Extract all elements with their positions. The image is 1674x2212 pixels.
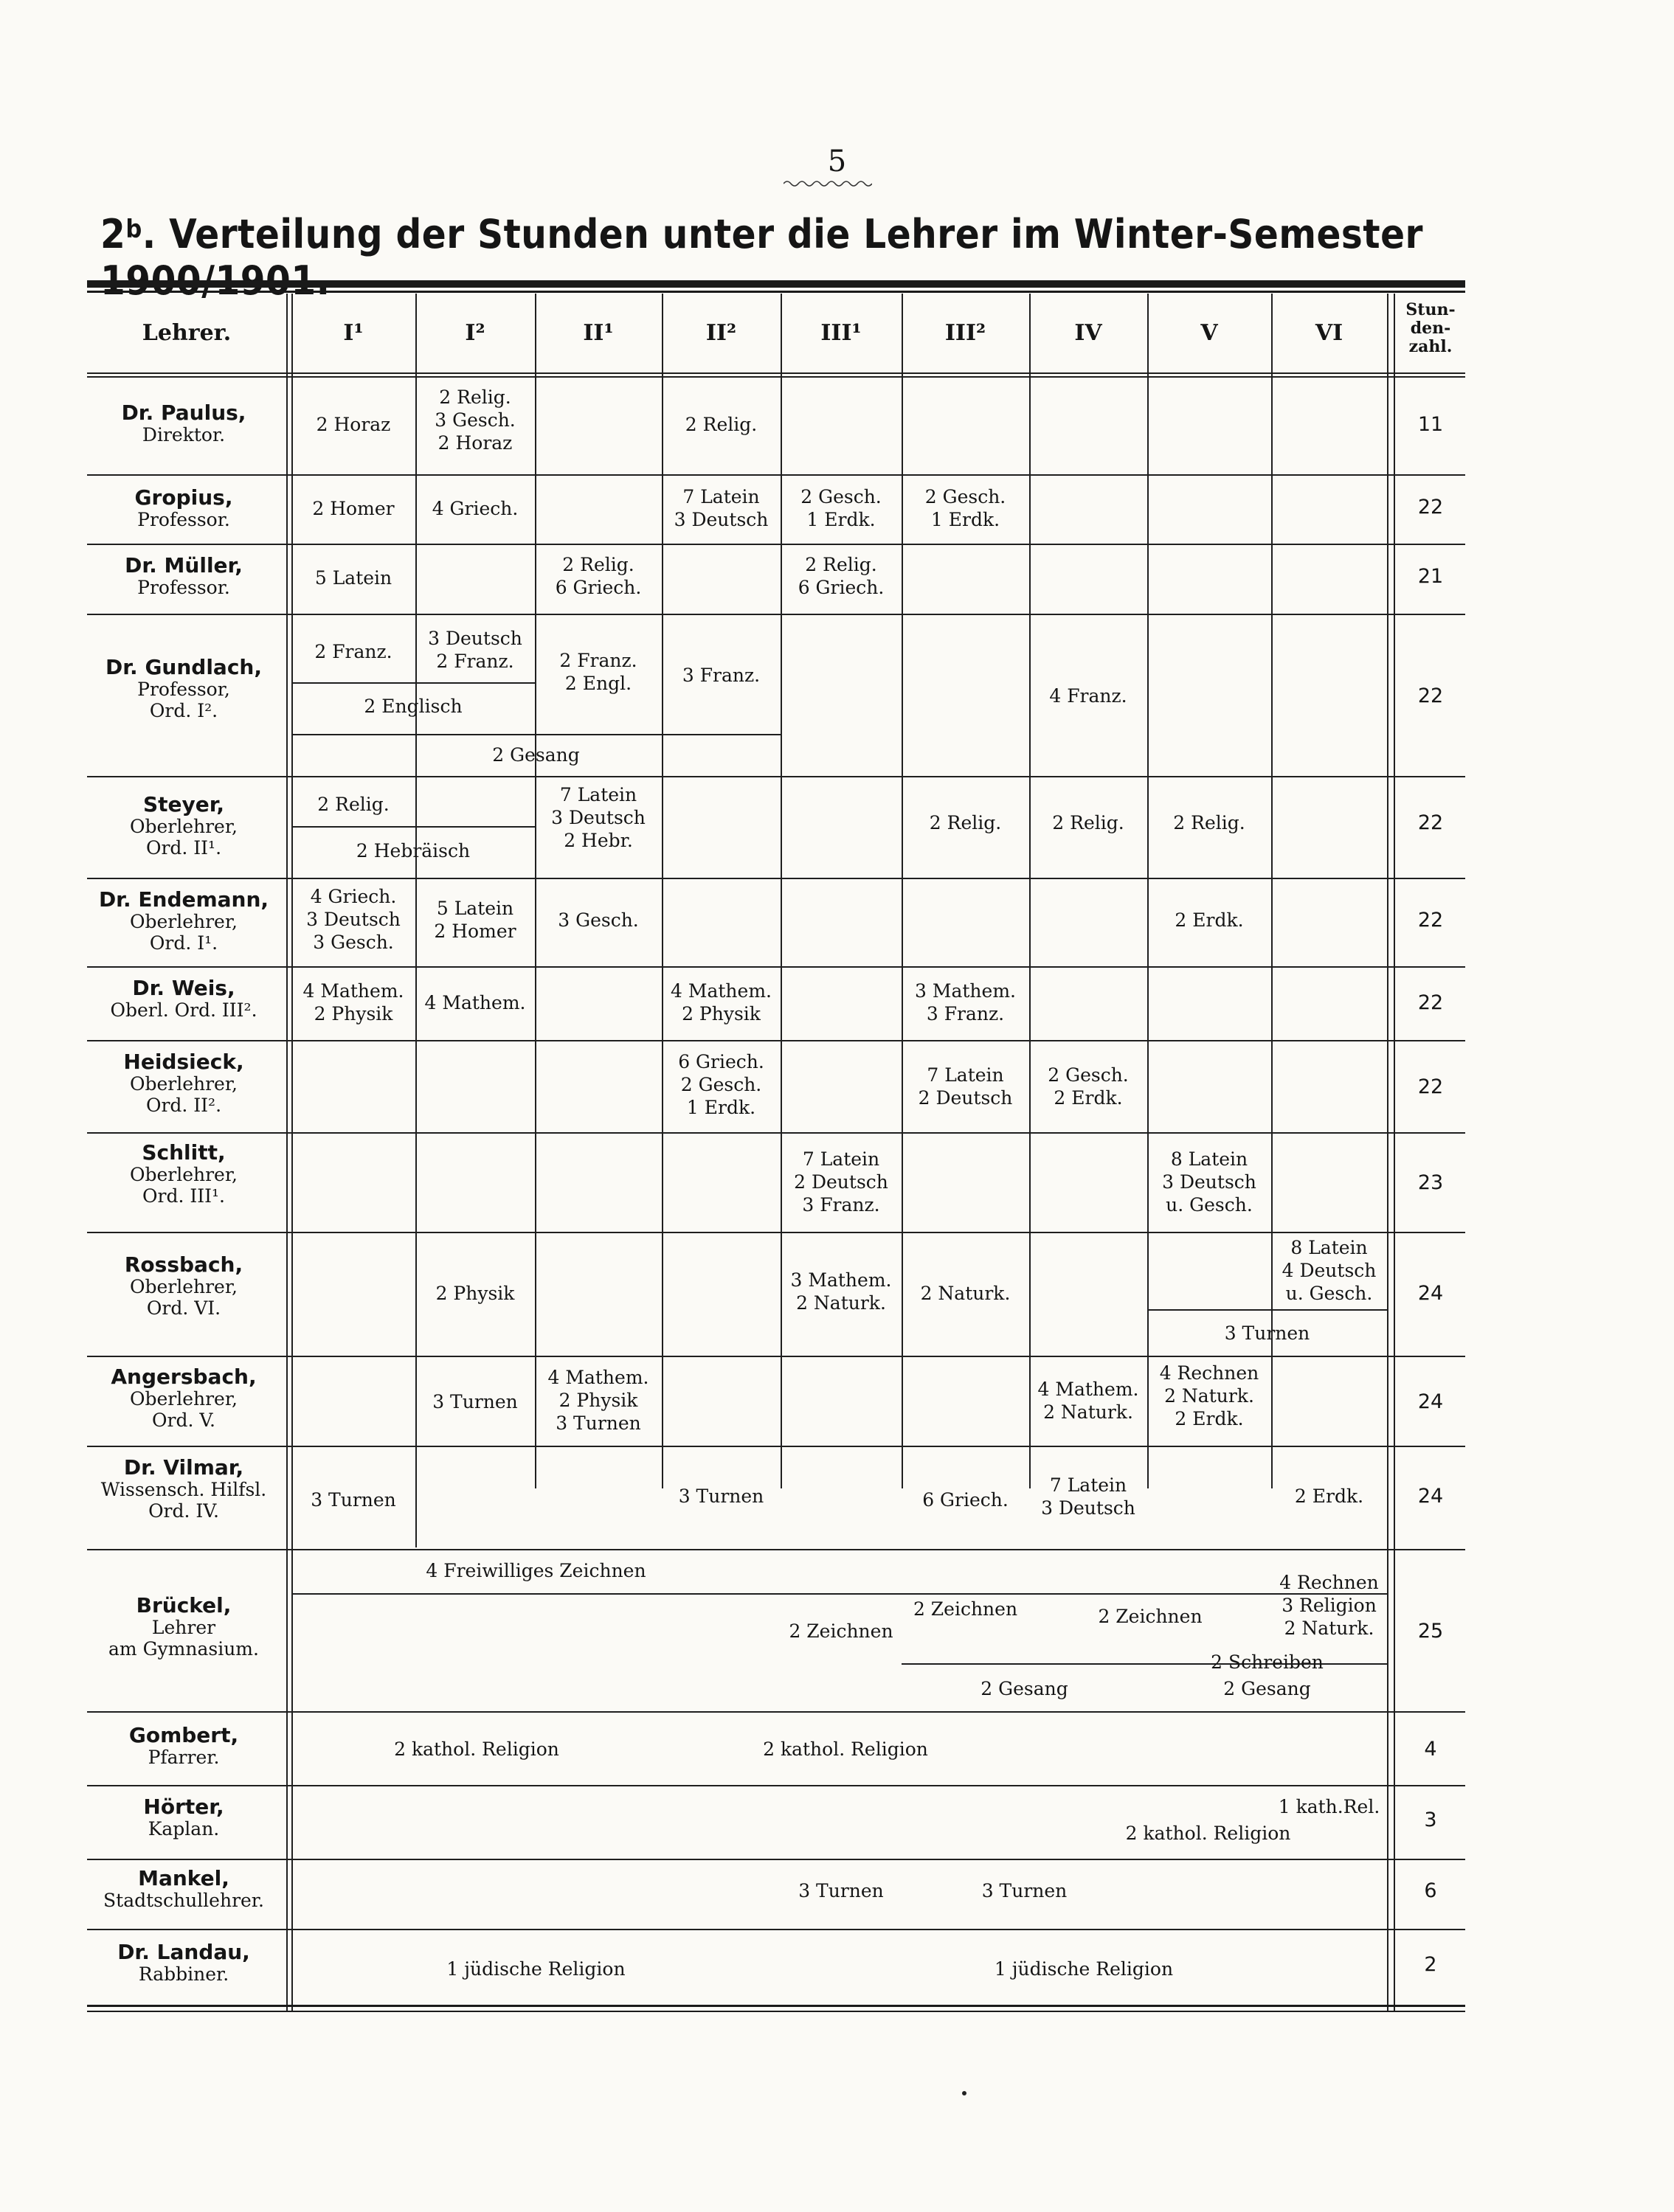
cell: 7 Latein 3 Deutsch	[1041, 1474, 1135, 1519]
teacher-name: Dr. Gundlach, Professor, Ord. I².	[106, 655, 262, 721]
cell: 3 Turnen	[678, 1485, 764, 1507]
cell: 2 Relig.	[685, 414, 758, 435]
hours-total: 6	[1424, 1879, 1437, 1902]
span-cell: 3 Turnen	[1224, 1322, 1310, 1344]
cell: 5 Latein 2 Homer	[434, 898, 516, 942]
hours-total: 24	[1417, 1485, 1444, 1508]
hours-total: 3	[1424, 1809, 1437, 1831]
cell: 2 Relig.	[1052, 812, 1124, 833]
cell: 2 Gesch. 1 Erdk.	[800, 486, 882, 530]
span-cell: 2 kathol. Religion	[1125, 1823, 1291, 1844]
header-class-II1: II¹	[583, 320, 614, 346]
teacher-name: Hörter, Kaplan.	[143, 1795, 224, 1840]
header-class-I1: I¹	[343, 320, 364, 346]
hours-total: 22	[1417, 684, 1444, 707]
header-class-V: V	[1200, 320, 1218, 346]
header-class-VI: VI	[1315, 320, 1343, 346]
teacher-name: Gropius, Professor.	[134, 485, 233, 530]
header-class-III1: III¹	[820, 320, 862, 346]
hours-total: 22	[1417, 909, 1444, 932]
hours-total: 22	[1417, 496, 1444, 519]
cell: 3 Franz.	[682, 665, 761, 686]
span-cell: 2 kathol. Religion	[763, 1738, 928, 1760]
hours-total: 2	[1424, 1953, 1437, 1976]
ink-speck	[962, 2091, 966, 2095]
hours-total: 24	[1417, 1282, 1444, 1305]
cell: 4 Mathem.	[424, 992, 526, 1013]
cell: 4 Mathem. 2 Naturk.	[1037, 1379, 1139, 1423]
cell: 2 Zeichnen	[789, 1620, 893, 1642]
teacher-name: Dr. Endemann, Oberlehrer, Ord. I¹.	[98, 887, 269, 954]
cell: 7 Latein 3 Deutsch	[674, 486, 769, 530]
hours-total: 23	[1417, 1171, 1444, 1194]
span-cell: 2 Englisch	[364, 696, 463, 717]
teacher-name: Dr. Vilmar, Wissensch. Hilfsl. Ord. IV.	[100, 1455, 267, 1522]
teacher-name: Mankel, Stadtschullehrer.	[103, 1866, 264, 1911]
header-class-III2: III²	[944, 320, 986, 346]
hours-total: 4	[1424, 1738, 1437, 1761]
span-cell: 2 Zeichnen	[1098, 1606, 1203, 1627]
teacher-name: Dr. Müller, Professor.	[125, 553, 243, 598]
cell: 4 Rechnen 3 Religion 2 Naturk.	[1279, 1572, 1379, 1639]
cell: 2 Zeichnen	[913, 1598, 1018, 1620]
cell: 8 Latein 4 Deutsch u. Gesch.	[1282, 1237, 1377, 1304]
cell: 1 kath.Rel.	[1278, 1796, 1380, 1817]
cell: 7 Latein 3 Deutsch 2 Hebr.	[551, 784, 646, 851]
cell: 4 Franz.	[1049, 685, 1127, 707]
cell: 2 Horaz	[316, 414, 391, 435]
span-cell: 1 jüdische Religion	[446, 1958, 626, 1980]
cell: 4 Griech.	[432, 498, 519, 519]
teacher-name: Heidsieck, Oberlehrer, Ord. II².	[123, 1050, 244, 1116]
hours-total: 22	[1417, 811, 1444, 834]
teacher-name: Dr. Landau, Rabbiner.	[117, 1940, 250, 1985]
cell: 3 Mathem. 2 Naturk.	[790, 1269, 892, 1314]
cell: 4 Rechnen 2 Naturk. 2 Erdk.	[1159, 1362, 1259, 1429]
cell: 2 Relig. 3 Gesch. 2 Horaz	[435, 386, 516, 454]
table-bottom-rule	[87, 2005, 1465, 2007]
cell: 6 Griech.	[922, 1489, 1009, 1511]
cell: 2 Naturk.	[920, 1283, 1011, 1304]
cell: 8 Latein 3 Deutsch u. Gesch.	[1162, 1148, 1256, 1216]
teacher-name: Rossbach, Oberlehrer, Ord. VI.	[124, 1252, 243, 1319]
cell: 4 Mathem. 2 Physik	[671, 980, 772, 1024]
span-cell: 3 Turnen	[981, 1880, 1068, 1901]
cell: 4 Mathem. 2 Physik 3 Turnen	[547, 1367, 649, 1434]
teacher-name: Steyer, Oberlehrer, Ord. II¹.	[129, 792, 238, 859]
table-bottom-rule-thin	[87, 2011, 1465, 2012]
span-cell: 4 Freiwilliges Zeichnen	[426, 1560, 646, 1581]
span-cell: 1 jüdische Religion	[994, 1958, 1174, 1980]
span-cell: 2 Gesang	[492, 744, 580, 766]
cell: 2 Relig.	[929, 812, 1002, 833]
header-hours: Stun- den- zahl.	[1405, 300, 1456, 356]
cell: 2 Erdk.	[1294, 1485, 1364, 1507]
cell: 2 Franz.	[314, 641, 392, 662]
cell: 4 Griech. 3 Deutsch 3 Gesch.	[306, 886, 401, 953]
cell: 2 Gesch. 1 Erdk.	[924, 486, 1006, 530]
teacher-name: Angersbach, Oberlehrer, Ord. V.	[111, 1365, 257, 1431]
cell: 4 Mathem. 2 Physik	[302, 980, 404, 1024]
span-cell: 3 Turnen	[798, 1880, 884, 1901]
cell: 5 Latein	[314, 567, 392, 589]
span-cell: 2 Gesang	[1223, 1678, 1311, 1699]
cell: 2 Erdk.	[1175, 909, 1244, 931]
cell: 2 Gesch. 2 Erdk.	[1048, 1064, 1129, 1109]
page-number: 5	[827, 145, 847, 178]
hours-total: 24	[1417, 1390, 1444, 1413]
cell: 3 Mathem. 3 Franz.	[915, 980, 1016, 1024]
teacher-name: Dr. Weis, Oberl. Ord. III².	[110, 976, 257, 1021]
cell: 2 Relig.	[1173, 812, 1245, 833]
cell: 3 Turnen	[311, 1489, 396, 1511]
hours-total: 22	[1417, 1075, 1444, 1098]
cell: 7 Latein 2 Deutsch 3 Franz.	[794, 1148, 888, 1216]
teacher-name: Gombert, Pfarrer.	[128, 1723, 239, 1768]
cell: 3 Gesch.	[558, 909, 639, 931]
header-class-IV: IV	[1074, 320, 1102, 346]
header-class-II2: II²	[705, 320, 737, 346]
cell: 6 Griech. 2 Gesch. 1 Erdk.	[678, 1051, 764, 1118]
hours-total: 11	[1417, 413, 1444, 436]
teacher-name: Dr. Paulus, Direktor.	[121, 401, 246, 445]
page-title: 2$^b$. Verteilung der Stunden unter die Lehrer im Winter-Semester	[100, 211, 1423, 257]
teacher-name: Schlitt, Oberlehrer, Ord. III¹.	[129, 1140, 238, 1207]
span-cell: 2 kathol. Religion	[394, 1738, 559, 1760]
cell: 2 Homer	[312, 498, 395, 519]
cell: 2 Relig. 6 Griech.	[798, 554, 885, 598]
hours-total: 21	[1417, 565, 1444, 588]
cell: 2 Relig. 6 Griech.	[555, 554, 642, 598]
cell: 2 Physik	[435, 1283, 515, 1304]
cell: 2 Franz. 2 Engl.	[559, 650, 637, 694]
header-teacher: Lehrer.	[142, 320, 232, 346]
teacher-name: Brückel, Lehrer am Gymnasium.	[108, 1593, 259, 1660]
hours-total: 22	[1417, 991, 1444, 1014]
span-cell: 2 Gesang	[980, 1678, 1068, 1699]
header-class-I2: I²	[465, 320, 485, 346]
cell: 3 Deutsch 2 Franz.	[428, 628, 522, 672]
cell: 3 Turnen	[432, 1391, 518, 1412]
cell: 7 Latein 2 Deutsch	[918, 1064, 1013, 1109]
span-cell: 2 Hebräisch	[356, 840, 471, 861]
span-cell: 2 Schreiben	[1211, 1651, 1324, 1673]
hours-total: 25	[1417, 1620, 1444, 1643]
cell: 2 Relig.	[317, 794, 390, 815]
